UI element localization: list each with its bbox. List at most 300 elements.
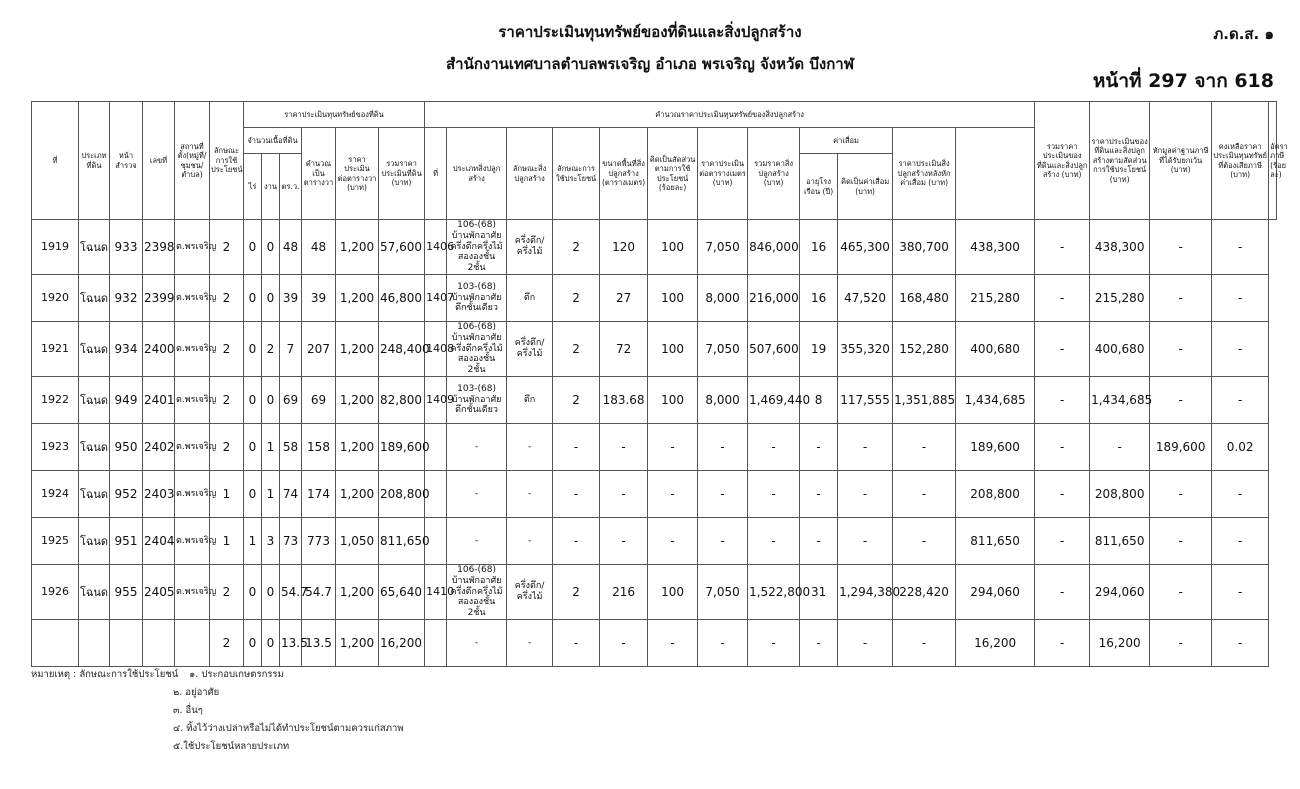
group-land-area: จำนวนเนื้อที่ดิน — [244, 128, 302, 154]
col-rai: ไร่ — [244, 154, 262, 220]
cell-no: 1920 — [32, 274, 79, 321]
cell-land-total: 248,400 — [379, 321, 425, 376]
cell-wa: 74 — [280, 470, 302, 517]
note-line — [31, 666, 404, 684]
col-wa: ตร.ว. — [280, 154, 302, 220]
note-item: ๒. อยู่อาศัย — [173, 687, 220, 698]
cell-remaining: - — [1150, 321, 1212, 376]
cell-total-value: 215,280 — [956, 274, 1035, 321]
cell-b-after: 168,480 — [893, 274, 956, 321]
cell-b-no: 1407 — [425, 274, 447, 321]
cell-b-age: 8 — [800, 376, 838, 423]
cell-b-price: - — [698, 470, 748, 517]
cell-number: 2399 — [143, 274, 175, 321]
cell-b-total: - — [748, 423, 800, 470]
cell-b-type: 106-(68) บ้านพักอาศัยครึ่งตึกครึ่งไม้สององชั้น 2ชั้น — [447, 321, 507, 376]
cell-b-after: 152,280 — [893, 321, 956, 376]
cell-share-value: - — [1035, 274, 1090, 321]
cell-b-type: - — [447, 517, 507, 564]
cell-b-ratio: 100 — [648, 274, 698, 321]
notes — [31, 666, 404, 756]
table-row — [32, 564, 1277, 619]
cell-price-per-wa: 1,200 — [336, 220, 379, 275]
col-price-per-wa: ราคาประเมินต่อตารางวา (บาท) — [336, 128, 379, 220]
cell-price-per-wa: 1,050 — [336, 517, 379, 564]
cell-no: 1925 — [32, 517, 79, 564]
cell-rai: 0 — [244, 423, 262, 470]
group-land-valuation: ราคาประเมินทุนทรัพย์ของที่ดิน — [244, 102, 425, 128]
cell-exempt: 1,434,685 — [1090, 376, 1150, 423]
cell-b-area: 72 — [600, 321, 648, 376]
cell-b-no — [425, 619, 447, 666]
col-location: สถานที่ตั้ง(หมู่ที่/ชุมชน/ตำบล) — [175, 102, 210, 220]
cell-b-kind: - — [507, 470, 553, 517]
cell-sqwa: 39 — [302, 274, 336, 321]
cell-share-value: - — [1035, 423, 1090, 470]
cell-b-age: - — [800, 517, 838, 564]
cell-b-area: - — [600, 619, 648, 666]
cell-remaining: - — [1150, 376, 1212, 423]
cell-tax-rate: - — [1212, 274, 1269, 321]
cell-land-total: 811,650 — [379, 517, 425, 564]
cell-b-total: 1,522,800 — [748, 564, 800, 619]
cell-land-type: โฉนด — [79, 274, 110, 321]
cell-no: 1922 — [32, 376, 79, 423]
col-ngan: งาน — [262, 154, 280, 220]
cell-sqwa: 69 — [302, 376, 336, 423]
group-depreciation: ค่าเสื่อม — [800, 128, 893, 154]
cell-total-value: 438,300 — [956, 220, 1035, 275]
cell-b-usage: - — [553, 517, 600, 564]
cell-b-total: 216,000 — [748, 274, 800, 321]
cell-location: ต.พรเจริญ — [175, 220, 210, 275]
cell-b-usage: 2 — [553, 321, 600, 376]
cell-price-per-wa: 1,200 — [336, 321, 379, 376]
page-number: หน้าที่ 297 จาก 618 — [1092, 70, 1274, 92]
cell-exempt: 16,200 — [1090, 619, 1150, 666]
cell-b-type: 106-(68) บ้านพักอาศัยครึ่งตึกครึ่งไม้สององชั้น 2ชั้น — [447, 564, 507, 619]
cell-land-type: โฉนด — [79, 423, 110, 470]
cell-b-no: 1409 — [425, 376, 447, 423]
cell-b-after: 380,700 — [893, 220, 956, 275]
cell-b-ratio: 100 — [648, 321, 698, 376]
cell-b-total: - — [748, 517, 800, 564]
cell-b-dep: 465,300 — [838, 220, 893, 275]
cell-wa: 54.7 — [280, 564, 302, 619]
cell-rai: 0 — [244, 619, 262, 666]
cell-b-area: - — [600, 517, 648, 564]
col-building-ratio: คิดเป็นสัดส่วนตามการใช้ประโยชน์ (ร้อยละ) — [648, 128, 698, 220]
cell-survey-page: 951 — [110, 517, 143, 564]
cell-b-price: - — [698, 517, 748, 564]
cell-tax-rate: - — [1212, 619, 1269, 666]
cell-b-type: 103-(68) บ้านพักอาศัยตึกชั้นเดียว — [447, 274, 507, 321]
cell-land-type — [79, 619, 110, 666]
cell-b-area: 216 — [600, 564, 648, 619]
cell-exempt: 294,060 — [1090, 564, 1150, 619]
cell-b-area: 120 — [600, 220, 648, 275]
cell-ngan: 0 — [262, 220, 280, 275]
cell-land-total: 57,600 — [379, 220, 425, 275]
cell-number: 2401 — [143, 376, 175, 423]
table-row — [32, 619, 1277, 666]
form-code: ภ.ด.ส. ๑ — [1213, 25, 1274, 43]
cell-b-dep: - — [838, 517, 893, 564]
cell-wa: 69 — [280, 376, 302, 423]
cell-b-ratio: - — [648, 517, 698, 564]
cell-sqwa: 773 — [302, 517, 336, 564]
cell-rai: 0 — [244, 564, 262, 619]
cell-b-age: - — [800, 423, 838, 470]
cell-b-price: - — [698, 423, 748, 470]
cell-usage: 2 — [210, 274, 244, 321]
cell-b-dep: 355,320 — [838, 321, 893, 376]
cell-b-ratio: 100 — [648, 376, 698, 423]
cell-b-after: - — [893, 423, 956, 470]
group-building-valuation: คำนวณราคาประเมินทุนทรัพย์ของสิ่งปลูกสร้าง — [425, 102, 1035, 128]
cell-usage: 1 — [210, 517, 244, 564]
cell-ngan: 1 — [262, 470, 280, 517]
cell-survey-page: 934 — [110, 321, 143, 376]
cell-total-value: 1,434,685 — [956, 376, 1035, 423]
table-row — [32, 517, 1277, 564]
cell-ngan: 1 — [262, 423, 280, 470]
cell-location: ต.พรเจริญ — [175, 423, 210, 470]
cell-price-per-wa: 1,200 — [336, 564, 379, 619]
cell-b-area: - — [600, 470, 648, 517]
cell-survey-page: 952 — [110, 470, 143, 517]
cell-no: 1919 — [32, 220, 79, 275]
cell-b-total: 1,469,440 — [748, 376, 800, 423]
cell-wa: 13.5 — [280, 619, 302, 666]
cell-tax-rate: - — [1212, 321, 1269, 376]
cell-b-type: - — [447, 423, 507, 470]
cell-tax-rate: - — [1212, 376, 1269, 423]
cell-total-value: 400,680 — [956, 321, 1035, 376]
cell-wa: 58 — [280, 423, 302, 470]
cell-land-total: 46,800 — [379, 274, 425, 321]
cell-land-type: โฉนด — [79, 321, 110, 376]
cell-survey-page: 950 — [110, 423, 143, 470]
col-building-total: รวมราคาสิ่งปลูกสร้าง (บาท) — [748, 128, 800, 220]
cell-b-dep: - — [838, 619, 893, 666]
cell-land-type: โฉนด — [79, 564, 110, 619]
cell-b-price: 7,050 — [698, 220, 748, 275]
cell-no — [32, 619, 79, 666]
cell-survey-page: 933 — [110, 220, 143, 275]
cell-ngan: 2 — [262, 321, 280, 376]
cell-b-usage: 2 — [553, 376, 600, 423]
cell-total-value: 16,200 — [956, 619, 1035, 666]
cell-rai: 1 — [244, 517, 262, 564]
col-no: ที่ — [32, 102, 79, 220]
cell-b-kind: ตึก — [507, 274, 553, 321]
cell-b-kind: ครึ่งตึก/ครึ่งไม้ — [507, 564, 553, 619]
cell-b-after: - — [893, 470, 956, 517]
cell-b-usage: 2 — [553, 564, 600, 619]
cell-price-per-wa: 1,200 — [336, 619, 379, 666]
cell-remaining: 189,600 — [1150, 423, 1212, 470]
cell-b-dep: - — [838, 423, 893, 470]
cell-exempt: 215,280 — [1090, 274, 1150, 321]
cell-b-dep: 117,555 — [838, 376, 893, 423]
document-title: ราคาประเมินทุนทรัพย์ของที่ดินและสิ่งปลูกสร้าง — [498, 23, 802, 41]
cell-b-total: - — [748, 470, 800, 517]
cell-b-ratio: - — [648, 423, 698, 470]
col-building-after-dep: ราคาประเมินสิ่งปลูกสร้างหลังหักค่าเสื่อม (บาท) — [893, 128, 956, 220]
cell-ngan: 0 — [262, 564, 280, 619]
table-row — [32, 321, 1277, 376]
col-building-usage: ลักษณะการใช้ประโยชน์ — [553, 128, 600, 220]
note-item: ๑. ประกอบเกษตรกรรม — [189, 669, 284, 680]
cell-b-kind: - — [507, 619, 553, 666]
cell-wa: 73 — [280, 517, 302, 564]
cell-location: ต.พรเจริญ — [175, 376, 210, 423]
cell-number: 2404 — [143, 517, 175, 564]
cell-share-value: - — [1035, 564, 1090, 619]
cell-no: 1926 — [32, 564, 79, 619]
cell-usage: 2 — [210, 423, 244, 470]
cell-usage: 2 — [210, 564, 244, 619]
cell-b-area: 183.68 — [600, 376, 648, 423]
cell-b-dep: 1,294,380 — [838, 564, 893, 619]
cell-rai: 0 — [244, 376, 262, 423]
cell-ngan: 0 — [262, 619, 280, 666]
cell-land-type: โฉนด — [79, 220, 110, 275]
cell-number: 2400 — [143, 321, 175, 376]
cell-wa: 7 — [280, 321, 302, 376]
cell-sqwa: 158 — [302, 423, 336, 470]
col-remaining: คงเหลือราคาประเมินทุนทรัพย์ที่ต้องเสียภาษี (บาท) — [1212, 102, 1269, 220]
cell-location: ต.พรเจริญ — [175, 470, 210, 517]
col-number: เลขที่ — [143, 102, 175, 220]
col-share-value: ราคาประเมินของที่ดินและสิ่งปลูกสร้างตามสัดส่วนการใช้ประโยชน์ (บาท) — [1090, 102, 1150, 220]
cell-b-kind: ตึก — [507, 376, 553, 423]
cell-tax-rate: - — [1212, 470, 1269, 517]
cell-share-value: - — [1035, 470, 1090, 517]
cell-b-price: 7,050 — [698, 321, 748, 376]
cell-b-after: - — [893, 517, 956, 564]
cell-price-per-wa: 1,200 — [336, 423, 379, 470]
cell-number: 2402 — [143, 423, 175, 470]
cell-remaining: - — [1150, 470, 1212, 517]
note-item: ๕.ใช้ประโยชน์หลายประเภท — [173, 741, 290, 752]
cell-land-total: 65,640 — [379, 564, 425, 619]
table-body — [32, 220, 1277, 667]
cell-b-total: 846,000 — [748, 220, 800, 275]
table-row — [32, 220, 1277, 275]
cell-usage: 1 — [210, 470, 244, 517]
col-building-no: ที่ — [425, 128, 447, 220]
cell-total-value: 811,650 — [956, 517, 1035, 564]
cell-tax-rate: 0.02 — [1212, 423, 1269, 470]
cell-b-price: 8,000 — [698, 274, 748, 321]
cell-no: 1921 — [32, 321, 79, 376]
cell-tax-rate: - — [1212, 517, 1269, 564]
cell-b-age: - — [800, 619, 838, 666]
cell-b-kind: ครึ่งตึก/ครึ่งไม้ — [507, 321, 553, 376]
cell-total-value: 294,060 — [956, 564, 1035, 619]
cell-b-usage: 2 — [553, 220, 600, 275]
cell-ngan: 0 — [262, 376, 280, 423]
cell-total-value: 208,800 — [956, 470, 1035, 517]
col-building-price: ราคาประเมินต่อตารางเมตร (บาท) — [698, 128, 748, 220]
cell-location: ต.พรเจริญ — [175, 564, 210, 619]
col-exempt: หักมูลค่าฐานภาษีที่ได้รับยกเว้น (บาท) — [1150, 102, 1212, 220]
cell-total-value: 189,600 — [956, 423, 1035, 470]
cell-b-kind: - — [507, 517, 553, 564]
cell-land-type: โฉนด — [79, 470, 110, 517]
cell-b-after: 1,351,885 — [893, 376, 956, 423]
cell-usage: 2 — [210, 220, 244, 275]
cell-remaining: - — [1150, 619, 1212, 666]
cell-rai: 0 — [244, 220, 262, 275]
cell-rai: 0 — [244, 321, 262, 376]
cell-wa: 39 — [280, 274, 302, 321]
cell-b-ratio: 100 — [648, 564, 698, 619]
cell-b-no: 1406 — [425, 220, 447, 275]
table-row — [32, 376, 1277, 423]
cell-land-total: 16,200 — [379, 619, 425, 666]
cell-no: 1923 — [32, 423, 79, 470]
cell-rai: 0 — [244, 470, 262, 517]
cell-exempt: 208,800 — [1090, 470, 1150, 517]
cell-survey-page: 955 — [110, 564, 143, 619]
col-building-age: อายุโรงเรือน (ปี) — [800, 154, 838, 220]
cell-b-ratio: - — [648, 619, 698, 666]
cell-b-kind: - — [507, 423, 553, 470]
cell-exempt: 811,650 — [1090, 517, 1150, 564]
cell-land-type: โฉนด — [79, 376, 110, 423]
cell-b-no: 1408 — [425, 321, 447, 376]
cell-tax-rate: - — [1212, 220, 1269, 275]
col-usage: ลักษณะการใช้ประโยชน์ — [210, 102, 244, 220]
cell-wa: 48 — [280, 220, 302, 275]
cell-remaining: - — [1150, 517, 1212, 564]
cell-b-usage: 2 — [553, 274, 600, 321]
cell-exempt: 400,680 — [1090, 321, 1150, 376]
cell-sqwa: 13.5 — [302, 619, 336, 666]
cell-b-price: 8,000 — [698, 376, 748, 423]
cell-b-dep: 47,520 — [838, 274, 893, 321]
cell-b-price: 7,050 — [698, 564, 748, 619]
cell-share-value: - — [1035, 220, 1090, 275]
col-sqwa: คำนวณเป็นตารางวา — [302, 128, 336, 220]
cell-ngan: 3 — [262, 517, 280, 564]
cell-sqwa: 207 — [302, 321, 336, 376]
table-row — [32, 423, 1277, 470]
cell-b-after: - — [893, 619, 956, 666]
cell-b-dep: - — [838, 470, 893, 517]
cell-b-age: 19 — [800, 321, 838, 376]
cell-price-per-wa: 1,200 — [336, 274, 379, 321]
col-total-value: รวมราคาประเมินของที่ดินและสิ่งปลูกสร้าง (บาท) — [1035, 102, 1090, 220]
cell-b-type: 103-(68) บ้านพักอาศัยตึกชั้นเดียว — [447, 376, 507, 423]
cell-sqwa: 54.7 — [302, 564, 336, 619]
cell-number: 2403 — [143, 470, 175, 517]
note-item: ๔. ทิ้งไว้ว่างเปล่าหรือไม่ได้ทำประโยชน์ตามควรแก่สภาพ — [173, 723, 404, 734]
cell-b-usage: - — [553, 470, 600, 517]
cell-b-usage: - — [553, 619, 600, 666]
cell-b-price: - — [698, 619, 748, 666]
cell-usage: 2 — [210, 376, 244, 423]
cell-land-total: 208,800 — [379, 470, 425, 517]
cell-share-value: - — [1035, 321, 1090, 376]
cell-remaining: - — [1150, 220, 1212, 275]
cell-survey-page: 949 — [110, 376, 143, 423]
cell-b-ratio: 100 — [648, 220, 698, 275]
cell-b-usage: - — [553, 423, 600, 470]
cell-b-age: 16 — [800, 220, 838, 275]
table-row — [32, 470, 1277, 517]
cell-number: 2398 — [143, 220, 175, 275]
cell-b-area: - — [600, 423, 648, 470]
cell-location: ต.พรเจริญ — [175, 274, 210, 321]
table-row — [32, 274, 1277, 321]
cell-b-ratio: - — [648, 470, 698, 517]
cell-sqwa: 174 — [302, 470, 336, 517]
col-land-type: ประเภทที่ดิน — [79, 102, 110, 220]
cell-b-type: - — [447, 470, 507, 517]
col-tax-rate: อัตราภาษี (ร้อยละ) — [1269, 102, 1277, 220]
document-subtitle: สำนักงานเทศบาลตำบลพรเจริญ อำเภอ พรเจริญ จังหวัด บึงกาฬ — [446, 55, 854, 73]
cell-exempt: 438,300 — [1090, 220, 1150, 275]
cell-survey-page: 932 — [110, 274, 143, 321]
notes-prefix: หมายเหตุ : ลักษณะการใช้ประโยชน์ — [31, 669, 179, 680]
cell-b-after: 228,420 — [893, 564, 956, 619]
cell-land-type: โฉนด — [79, 517, 110, 564]
cell-tax-rate: - — [1212, 564, 1269, 619]
cell-usage: 2 — [210, 321, 244, 376]
cell-b-age: 31 — [800, 564, 838, 619]
cell-land-total: 82,800 — [379, 376, 425, 423]
cell-no: 1924 — [32, 470, 79, 517]
cell-b-type: 106-(68) บ้านพักอาศัยครึ่งตึกครึ่งไม้สององชั้น 2ชั้น — [447, 220, 507, 275]
cell-b-total: 507,600 — [748, 321, 800, 376]
cell-share-value: - — [1035, 619, 1090, 666]
assessment-table — [31, 101, 1288, 667]
cell-b-kind: ครึ่งตึก/ครึ่งไม้ — [507, 220, 553, 275]
cell-land-total: 189,600 — [379, 423, 425, 470]
cell-number — [143, 619, 175, 666]
cell-b-total: - — [748, 619, 800, 666]
col-building-area: ขนาดพื้นที่สิ่งปลูกสร้าง (ตารางเมตร) — [600, 128, 648, 220]
cell-ngan: 0 — [262, 274, 280, 321]
cell-location: ต.พรเจริญ — [175, 517, 210, 564]
col-building-kind: ลักษณะสิ่งปลูกสร้าง — [507, 128, 553, 220]
cell-remaining: - — [1150, 564, 1212, 619]
cell-b-age: 16 — [800, 274, 838, 321]
cell-location — [175, 619, 210, 666]
cell-price-per-wa: 1,200 — [336, 470, 379, 517]
cell-remaining: - — [1150, 274, 1212, 321]
cell-number: 2405 — [143, 564, 175, 619]
cell-price-per-wa: 1,200 — [336, 376, 379, 423]
cell-location: ต.พรเจริญ — [175, 321, 210, 376]
col-survey-page: หน้าสำรวจ — [110, 102, 143, 220]
col-depreciation: คิดเป็นค่าเสื่อม (บาท) — [838, 154, 893, 220]
cell-survey-page — [110, 619, 143, 666]
cell-b-type: - — [447, 619, 507, 666]
note-item: ๓. อื่นๆ — [173, 705, 203, 716]
col-land-total: รวมราคาประเมินที่ดิน (บาท) — [379, 128, 425, 220]
cell-share-value: - — [1035, 376, 1090, 423]
cell-usage: 2 — [210, 619, 244, 666]
cell-exempt: - — [1090, 423, 1150, 470]
cell-b-area: 27 — [600, 274, 648, 321]
cell-b-no: 1410 — [425, 564, 447, 619]
cell-b-age: - — [800, 470, 838, 517]
